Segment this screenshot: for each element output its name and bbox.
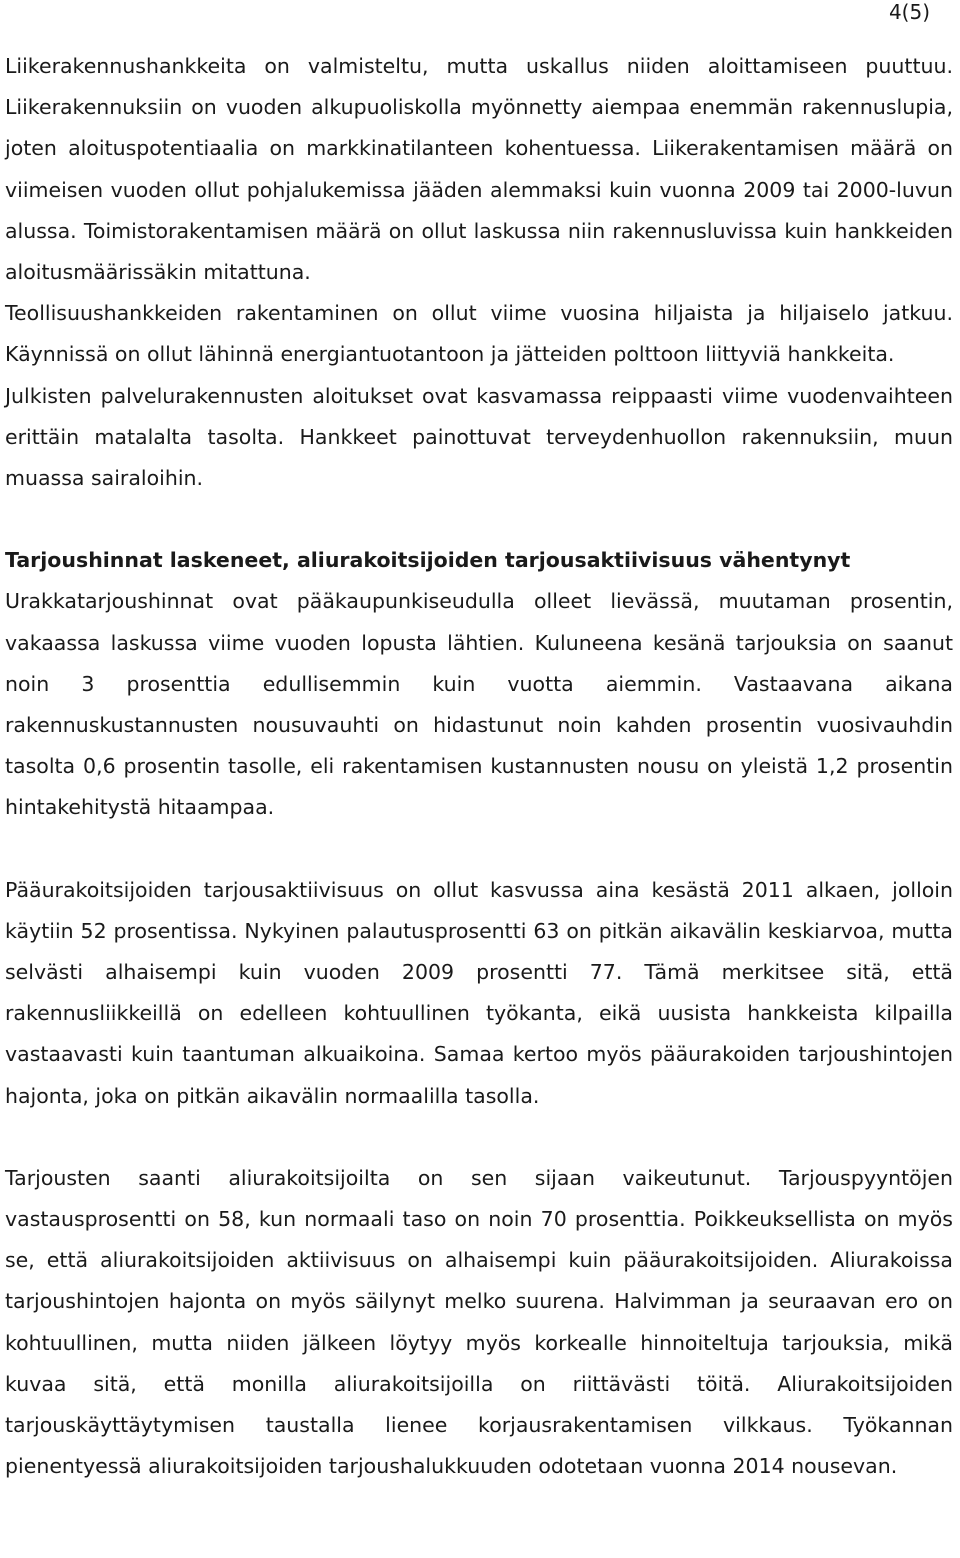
paragraph-commercial-construction: Liikerakennushankkeita on valmisteltu, mutta uskallus niiden aloittamiseen puuttuu. Liikerakennuksiin on vuoden alkupuoliskolla myönnetty aiempaa enemmän rakennuslupia, joten aloituspotentiaalia on markkinatilanteen kohentuessa. Liikerakentamisen määrä on viimeisen vuoden ollut pohjalukemissa jääden alemmaksi kuin vuonna 2009 tai 2000-luvun alussa. Toimistorakentamisen määrä on ollut laskussa niin rakennusluvissa kuin hankkeiden aloitusmäärissäkin mitattuna. bbox=[5, 54, 953, 285]
paragraph-spacer bbox=[5, 1117, 953, 1158]
paragraph-industrial-projects: Teollisuushankkeiden rakentaminen on ollut viime vuosina hiljaista ja hiljaiselo jatkuu. Käynnissä on ollut lähinnä energiantuotantoon ja jätteiden polttoon liittyviä hankkeita. bbox=[5, 301, 953, 367]
page-number: 4(5) bbox=[888, 0, 930, 24]
section-heading: Tarjoushinnat laskeneet, aliurakoitsijoiden tarjousaktiivisuus vähentynyt bbox=[5, 548, 851, 573]
paragraph-subcontractor-activity: Tarjousten saanti aliurakoitsijoilta on sen sijaan vaikeutunut. Tarjouspyyntöjen vastausprosentti on 58, kun normaali taso on noin 70 prosenttia. Poikkeuksellista on myös se, että aliurakoitsijoiden aktiivisuus on alhaisempi kuin pääurakoitsijoiden. Aliurakoissa tarjoushintojen hajonta on myös säilynyt melko suurena. Halvimman ja seuraavan ero on kohtuullinen, mutta niiden jälkeen löytyy myös korkealle hinnoiteltuja tarjouksia, mikä kuvaa sitä, että monilla aliurakoitsijoilla on riittävästi töitä. Aliurakoitsijoiden tarjouskäyttäytymisen taustalla lienee korjausrakentamisen vilkkaus. Työkannan pienentyessä aliurakoitsijoiden tarjoushalukkuuden odotetaan vuonna 2014 nousevan. bbox=[5, 1165, 953, 1479]
section-spacer bbox=[5, 499, 953, 540]
paragraph-tender-prices: Urakkatarjoushinnat ovat pääkaupunkiseudulla olleet lievässä, muutaman prosentin, vakaassa laskussa viime vuoden lopusta lähtien. Kuluneena kesänä tarjouksia on saanut noin 3 prosenttia edullisemmin kuin vuotta aiemmin. Vastaavana aikana rakennuskustannusten nousuvauhti on hidastunut noin kahden prosentin vuosivauhdin tasolta 0,6 prosentin tasolle, eli rakentamisen kustannusten nousu on yleistä 1,2 prosentin hintakehitystä hitaampaa. bbox=[5, 589, 953, 820]
paragraph-public-buildings: Julkisten palvelurakennusten aloitukset ovat kasvamassa reippaasti viime vuodenvaihteen erittäin matalalta tasolta. Hankkeet painottuvat terveydenhuollon rakennuksiin, muun muassa sairaloihin. bbox=[5, 383, 953, 491]
paragraph-spacer bbox=[5, 829, 953, 870]
document-body bbox=[5, 46, 953, 1488]
paragraph-main-contractor-activity: Pääurakoitsijoiden tarjousaktiivisuus on ollut kasvussa aina kesästä 2011 alkaen, jolloin käytiin 52 prosentissa. Nykyinen palautusprosentti 63 on pitkän aikavälin keskiarvoa, mutta selvästi alhaisempi kuin vuoden 2009 prosentti 77. Tämä merkitsee sitä, että rakennusliikkeillä on edelleen kohtuullinen työkanta, eikä uusista hankkeista kilpailla vastaavasti kuin taantuman alkuaikoina. Samaa kertoo myös pääurakoiden tarjoushintojen hajonta, joka on pitkän aikavälin normaalilla tasolla. bbox=[5, 877, 953, 1108]
